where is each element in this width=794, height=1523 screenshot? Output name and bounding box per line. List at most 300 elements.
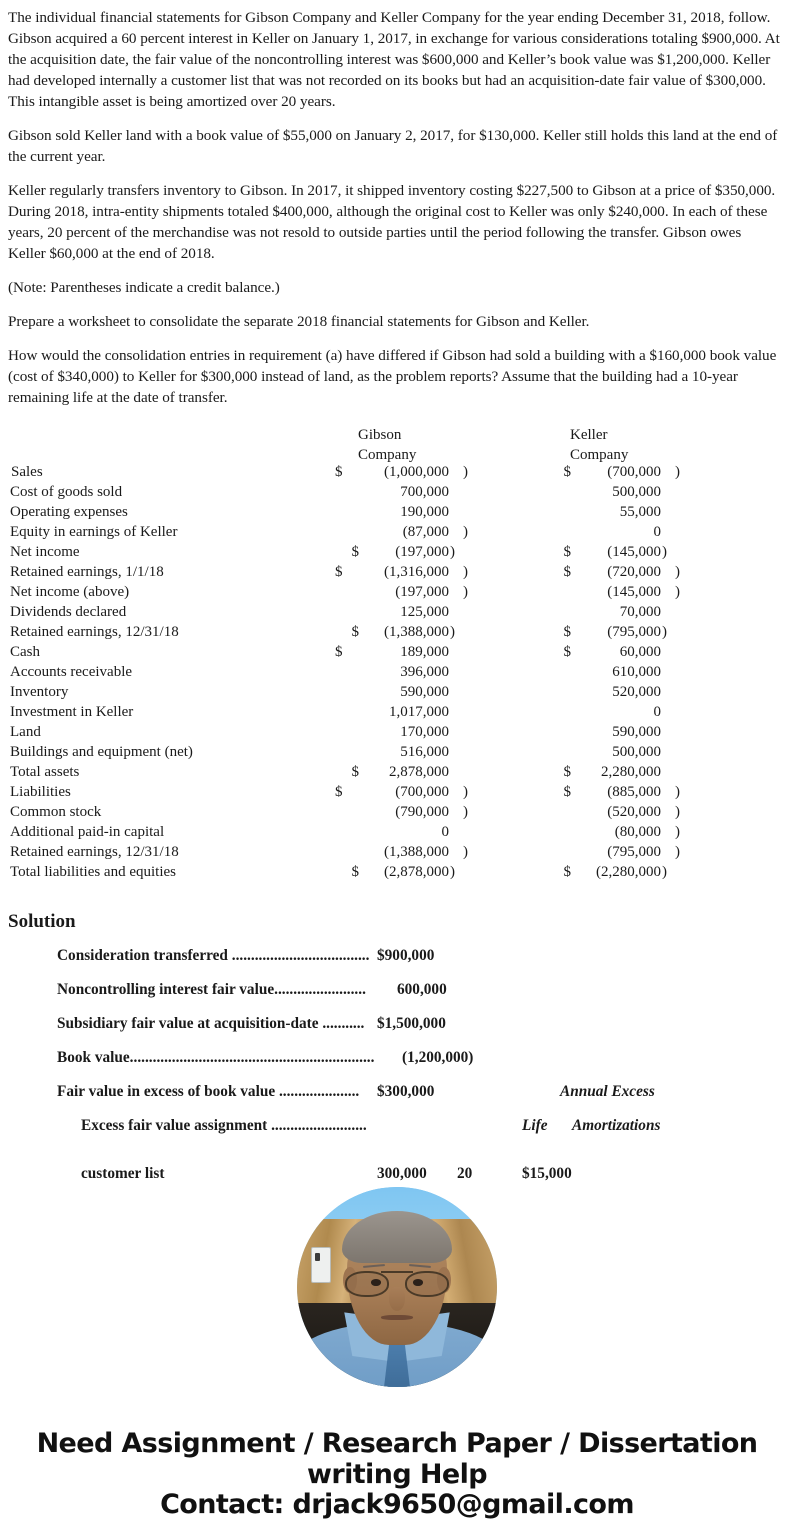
table-row — [0, 805, 794, 825]
row-label: Cost of goods sold — [10, 483, 123, 500]
keller-amount: 70,000 — [619, 603, 661, 620]
solution-line-label: Book value................................................................ — [57, 1049, 375, 1067]
gibson-value-cell — [347, 565, 482, 585]
gibson-amount: 2,878,000 — [389, 763, 449, 780]
row-label: Inventory — [10, 683, 69, 700]
row-label: Dividends declared — [10, 603, 127, 620]
keller-amount: 0 — [653, 523, 661, 540]
solution-line-label: Fair value in excess of book value ..................... — [57, 1083, 360, 1101]
gibson-amount: (700,000 — [395, 783, 449, 800]
keller-amount: (720,000 — [607, 563, 661, 580]
keller-value-cell — [559, 705, 694, 725]
gibson-value-cell — [347, 485, 482, 505]
column-gap — [482, 845, 545, 865]
column-gap — [482, 505, 545, 525]
row-tail — [694, 625, 794, 645]
column-gap — [482, 585, 545, 605]
keller-value-cell — [559, 465, 694, 485]
gibson-amount: 170,000 — [400, 723, 449, 740]
row-tail — [694, 745, 794, 765]
keller-value-cell — [559, 765, 694, 785]
avatar-eye-left — [371, 1279, 381, 1285]
column-gap — [482, 725, 545, 745]
gibson-amount: 516,000 — [400, 743, 449, 760]
row-tail — [694, 865, 794, 885]
table-row — [0, 725, 794, 745]
header-keller-dollar-spacer-2 — [545, 445, 559, 465]
keller-outer-currency-symbol — [545, 605, 559, 625]
keller-amount: (80,000 — [614, 823, 661, 840]
gibson-outer-currency-symbol — [333, 685, 347, 705]
gibson-amount: (1,388,000 — [384, 623, 449, 640]
keller-close-paren: ) — [675, 843, 680, 860]
table-row — [0, 565, 794, 585]
keller-outer-currency-symbol — [545, 585, 559, 605]
gibson-close-paren: ) — [450, 863, 455, 880]
keller-close-paren: ) — [662, 543, 667, 560]
keller-outer-currency-symbol — [545, 745, 559, 765]
clipped-line-label: customer list — [81, 1165, 165, 1182]
column-header-keller-line1: Keller — [570, 426, 608, 443]
gibson-currency-symbol: $ — [351, 623, 359, 640]
gibson-close-paren: ) — [463, 583, 468, 600]
gibson-outer-currency-symbol: $ — [335, 463, 343, 480]
solution-line-amount: (1,200,000) — [402, 1049, 474, 1067]
solution-line-label: Noncontrolling interest fair value........................ — [57, 981, 366, 999]
keller-amount: 590,000 — [612, 723, 661, 740]
gibson-outer-currency-symbol: $ — [335, 643, 343, 660]
keller-outer-currency-symbol — [545, 565, 559, 585]
keller-currency-symbol: $ — [563, 783, 571, 800]
gibson-currency-symbol: $ — [351, 543, 359, 560]
solution-line-amount: $900,000 — [377, 947, 435, 965]
column-gap — [482, 525, 545, 545]
keller-value-cell — [559, 565, 694, 585]
row-tail — [694, 725, 794, 745]
keller-value-cell — [559, 845, 694, 865]
keller-amount: (795,000 — [607, 623, 661, 640]
keller-outer-currency-symbol — [545, 865, 559, 885]
keller-amount: 55,000 — [619, 503, 661, 520]
keller-value-cell — [559, 665, 694, 685]
column-gap — [482, 625, 545, 645]
solution-column-header: Amortizations — [572, 1117, 661, 1135]
keller-outer-currency-symbol — [545, 845, 559, 865]
solution-schedule — [0, 947, 794, 1151]
row-tail — [694, 485, 794, 505]
paragraph-requirement-b: How would the consolidation entries in requirement (a) have differed if Gibson had sold a building with a $160,000 book value (cost of $340,000) to Keller for $300,000 instead of land, as the problem reports? Assume that the building had a 10-year remaining life at the date of transfer. — [8, 346, 777, 406]
gibson-value-cell — [347, 785, 482, 805]
gibson-amount: 190,000 — [400, 503, 449, 520]
gibson-value-cell — [347, 825, 482, 845]
gibson-outer-currency-symbol — [333, 505, 347, 525]
row-label: Retained earnings, 12/31/18 — [10, 623, 179, 640]
paragraph-3: Keller regularly transfers inventory to Gibson. In 2017, it shipped inventory costing $227,500 to Gibson at a price of $350,000. During 2018, intra-entity shipments totaled $400,000, although the original cost to Keller was only $240,000. In each of these years, 20 percent of the merchandise was not resold to outside parties until the period following the transfer. Gibson owes Keller $60,000 at the end of 2018. — [8, 181, 776, 262]
header-spacer-2 — [0, 445, 333, 465]
header-spacer-1 — [0, 425, 333, 445]
gibson-amount: (197,000 — [395, 583, 449, 600]
keller-value-cell — [559, 745, 694, 765]
solution-line — [57, 1049, 794, 1083]
row-tail — [694, 765, 794, 785]
solution-line — [57, 947, 794, 981]
row-tail — [694, 845, 794, 865]
keller-currency-symbol: $ — [563, 623, 571, 640]
keller-close-paren: ) — [675, 463, 680, 480]
keller-close-paren: ) — [675, 563, 680, 580]
row-label: Investment in Keller — [10, 703, 134, 720]
gibson-value-cell — [347, 765, 482, 785]
gibson-amount: 590,000 — [400, 683, 449, 700]
solution-line — [57, 1015, 794, 1049]
gibson-value-cell — [347, 725, 482, 745]
column-gap — [482, 705, 545, 725]
row-label: Equity in earnings of Keller — [10, 523, 178, 540]
keller-value-cell — [559, 785, 694, 805]
keller-outer-currency-symbol — [545, 825, 559, 845]
gibson-outer-currency-symbol — [333, 805, 347, 825]
solution-line-amount: $1,500,000 — [377, 1015, 446, 1033]
promo-contact: Contact: drjack9650@gmail.com — [160, 1488, 634, 1520]
promo-line-1: Need Assignment / Research Paper / Dissertation — [36, 1428, 758, 1460]
keller-amount: 500,000 — [612, 743, 661, 760]
keller-outer-currency-symbol — [545, 765, 559, 785]
gibson-value-cell — [347, 745, 482, 765]
clipped-line-value: 300,000 — [377, 1165, 427, 1182]
table-row — [0, 685, 794, 705]
solution-line-amount: 600,000 — [397, 981, 447, 999]
gibson-value-cell — [347, 625, 482, 645]
gibson-value-cell — [347, 845, 482, 865]
gibson-outer-currency-symbol — [333, 845, 347, 865]
keller-value-cell — [559, 725, 694, 745]
table-row — [0, 665, 794, 685]
paragraph-note: (Note: Parentheses indicate a credit balance.) — [8, 278, 280, 296]
keller-amount: 500,000 — [612, 483, 661, 500]
keller-value-cell — [559, 625, 694, 645]
paragraph-requirement-a: Prepare a worksheet to consolidate the separate 2018 financial statements for Gibson and Keller. — [8, 312, 590, 330]
keller-close-paren: ) — [675, 803, 680, 820]
gibson-value-cell — [347, 545, 482, 565]
solution-line-label: Excess fair value assignment ......................... — [81, 1117, 367, 1135]
column-gap — [482, 765, 545, 785]
keller-value-cell — [559, 585, 694, 605]
keller-outer-currency-symbol — [545, 545, 559, 565]
keller-amount: (700,000 — [607, 463, 661, 480]
table-row — [0, 765, 794, 785]
row-label: Common stock — [10, 803, 102, 820]
column-gap — [482, 565, 545, 585]
gibson-outer-currency-symbol — [333, 665, 347, 685]
avatar-lens-left — [345, 1271, 389, 1297]
solution-line-label: Consideration transferred .................................... — [57, 947, 370, 965]
keller-amount: (145,000 — [607, 543, 661, 560]
gibson-value-cell — [347, 585, 482, 605]
avatar-lens-right — [405, 1271, 449, 1297]
gibson-close-paren: ) — [463, 783, 468, 800]
gibson-value-cell — [347, 705, 482, 725]
table-row — [0, 625, 794, 645]
gibson-amount: (2,878,000 — [384, 863, 449, 880]
keller-value-cell — [559, 545, 694, 565]
keller-amount: 0 — [653, 703, 661, 720]
table-row — [0, 525, 794, 545]
keller-currency-symbol: $ — [563, 763, 571, 780]
gibson-outer-currency-symbol: $ — [335, 783, 343, 800]
gibson-amount: 396,000 — [400, 663, 449, 680]
keller-outer-currency-symbol — [545, 705, 559, 725]
gibson-amount: (1,000,000 — [384, 463, 449, 480]
row-tail — [694, 505, 794, 525]
gibson-outer-currency-symbol — [333, 745, 347, 765]
header-gap-1 — [482, 425, 545, 445]
keller-close-paren: ) — [675, 783, 680, 800]
header-tail-1 — [694, 425, 794, 445]
keller-amount: (520,000 — [607, 803, 661, 820]
keller-value-cell — [559, 485, 694, 505]
column-gap — [482, 545, 545, 565]
paragraph-2: Gibson sold Keller land with a book value of $55,000 on January 2, 2017, for $130,000. Keller still holds this land at the end of the current year. — [8, 126, 778, 165]
solution-line-amount: $300,000 — [377, 1083, 435, 1101]
column-gap — [482, 865, 545, 885]
row-label: Additional paid-in capital — [10, 823, 165, 840]
table-row — [0, 465, 794, 485]
keller-value-cell — [559, 505, 694, 525]
header-keller-dollar-spacer — [545, 425, 559, 445]
table-header — [0, 425, 794, 465]
keller-value-cell — [559, 865, 694, 885]
keller-value-cell — [559, 605, 694, 625]
row-label: Liabilities — [10, 783, 71, 800]
clipped-line-life: 20 — [457, 1165, 473, 1182]
keller-outer-currency-symbol — [545, 725, 559, 745]
table-row — [0, 865, 794, 885]
gibson-outer-currency-symbol — [333, 725, 347, 745]
keller-value-cell — [559, 805, 694, 825]
row-label: Total liabilities and equities — [10, 863, 176, 880]
table-row — [0, 545, 794, 565]
table-row — [0, 785, 794, 805]
row-label: Net income (above) — [10, 583, 130, 600]
keller-amount: (145,000 — [607, 583, 661, 600]
gibson-value-cell — [347, 505, 482, 525]
financial-statements-table — [0, 425, 794, 885]
row-label: Total assets — [10, 763, 80, 780]
table-row — [0, 585, 794, 605]
column-gap — [482, 785, 545, 805]
gibson-value-cell — [347, 645, 482, 665]
gibson-amount: (1,388,000 — [384, 843, 449, 860]
column-gap — [482, 605, 545, 625]
solution-column-header: Life — [522, 1117, 548, 1135]
avatar-nose — [389, 1287, 405, 1311]
column-gap — [482, 685, 545, 705]
table-row — [0, 845, 794, 865]
column-header-gibson-line2: Company — [358, 446, 417, 463]
row-label: Sales — [11, 463, 43, 480]
gibson-amount: 1,017,000 — [389, 703, 449, 720]
header-gap-2 — [482, 445, 545, 465]
solution-line — [57, 1083, 794, 1117]
keller-amount: (885,000 — [607, 783, 661, 800]
solution-line — [57, 981, 794, 1015]
row-label: Retained earnings, 12/31/18 — [10, 843, 179, 860]
gibson-value-cell — [347, 805, 482, 825]
row-tail — [694, 805, 794, 825]
header-row-1 — [0, 425, 794, 445]
keller-value-cell — [559, 525, 694, 545]
gibson-close-paren: ) — [463, 463, 468, 480]
gibson-close-paren: ) — [463, 843, 468, 860]
keller-value-cell — [559, 645, 694, 665]
column-gap — [482, 745, 545, 765]
gibson-close-paren: ) — [463, 803, 468, 820]
gibson-amount: 0 — [441, 823, 449, 840]
gibson-outer-currency-symbol — [333, 485, 347, 505]
keller-outer-currency-symbol — [545, 505, 559, 525]
clipped-line-amortization: $15,000 — [522, 1165, 572, 1182]
header-gibson-dollar-spacer-2 — [333, 445, 347, 465]
keller-close-paren: ) — [675, 823, 680, 840]
row-tail — [694, 545, 794, 565]
gibson-outer-currency-symbol — [333, 865, 347, 885]
gibson-close-paren: ) — [463, 523, 468, 540]
problem-narrative — [0, 0, 794, 409]
gibson-amount: 125,000 — [400, 603, 449, 620]
gibson-value-cell — [347, 665, 482, 685]
keller-amount: 2,280,000 — [601, 763, 661, 780]
keller-outer-currency-symbol — [545, 525, 559, 545]
keller-amount: 60,000 — [619, 643, 661, 660]
gibson-amount: (1,316,000 — [384, 563, 449, 580]
row-tail — [694, 665, 794, 685]
gibson-amount: (197,000 — [395, 543, 449, 560]
column-header-gibson-line1: Gibson — [358, 426, 402, 443]
column-gap — [482, 825, 545, 845]
gibson-amount: (87,000 — [402, 523, 449, 540]
gibson-outer-currency-symbol — [333, 625, 347, 645]
gibson-amount: (790,000 — [395, 803, 449, 820]
column-gap — [482, 645, 545, 665]
table-row — [0, 605, 794, 625]
table-row — [0, 645, 794, 665]
keller-outer-currency-symbol — [545, 465, 559, 485]
clipped-line-content — [57, 1165, 794, 1181]
table-row — [0, 505, 794, 525]
keller-amount: (2,280,000 — [596, 863, 661, 880]
gibson-outer-currency-symbol — [333, 825, 347, 845]
column-gap — [482, 485, 545, 505]
row-tail — [694, 645, 794, 665]
keller-amount: (795,000 — [607, 843, 661, 860]
avatar — [297, 1187, 497, 1387]
row-tail — [694, 525, 794, 545]
row-label: Net income — [10, 543, 80, 560]
gibson-outer-currency-symbol — [333, 705, 347, 725]
paragraph-1: The individual financial statements for Gibson Company and Keller Company for the year ending December 31, 2018, follow. Gibson acquired a 60 percent interest in Keller on January 1, 2017, in exchange for various considerations totaling $900,000. At the acquisition date, the fair value of the noncontrolling interest was $600,000 and Keller’s book value was $1,200,000. Keller had developed internally a customer list that was not recorded on its books but had an acquisition-date fair value of $300,000. This intangible asset is being amortized over 20 years. — [8, 9, 780, 110]
table-row — [0, 825, 794, 845]
gibson-value-cell — [347, 465, 482, 485]
keller-currency-symbol: $ — [563, 643, 571, 660]
keller-amount: 610,000 — [612, 663, 661, 680]
solution-clipped-row — [0, 1165, 794, 1181]
gibson-currency-symbol: $ — [351, 763, 359, 780]
row-tail — [694, 465, 794, 485]
keller-outer-currency-symbol — [545, 685, 559, 705]
column-gap — [482, 805, 545, 825]
gibson-outer-currency-symbol — [333, 605, 347, 625]
row-tail — [694, 825, 794, 845]
column-header-keller-line2: Company — [570, 446, 629, 463]
header-tail-2 — [694, 445, 794, 465]
keller-outer-currency-symbol — [545, 625, 559, 645]
row-tail — [694, 605, 794, 625]
row-tail — [694, 685, 794, 705]
solution-line-label: Subsidiary fair value at acquisition-date ........... — [57, 1015, 365, 1033]
avatar-mouth — [381, 1315, 413, 1320]
keller-close-paren: ) — [662, 863, 667, 880]
gibson-amount: 700,000 — [400, 483, 449, 500]
gibson-outer-currency-symbol — [333, 545, 347, 565]
row-tail — [694, 565, 794, 585]
table-row — [0, 745, 794, 765]
gibson-outer-currency-symbol: $ — [335, 563, 343, 580]
row-tail — [694, 585, 794, 605]
row-label: Cash — [10, 643, 40, 660]
table-row — [0, 705, 794, 725]
gibson-value-cell — [347, 685, 482, 705]
table-body — [0, 465, 794, 885]
promo-footer — [0, 1429, 794, 1520]
promo-line-2: writing Help — [307, 1458, 487, 1490]
keller-value-cell — [559, 685, 694, 705]
keller-currency-symbol: $ — [563, 863, 571, 880]
gibson-close-paren: ) — [450, 623, 455, 640]
gibson-value-cell — [347, 605, 482, 625]
row-label: Operating expenses — [10, 503, 128, 520]
gibson-close-paren: ) — [463, 563, 468, 580]
column-gap — [482, 465, 545, 485]
gibson-amount: 189,000 — [400, 643, 449, 660]
keller-close-paren: ) — [675, 583, 680, 600]
avatar-eye-right — [413, 1279, 423, 1285]
keller-outer-currency-symbol — [545, 805, 559, 825]
keller-currency-symbol: $ — [563, 543, 571, 560]
gibson-outer-currency-symbol — [333, 525, 347, 545]
row-tail — [694, 705, 794, 725]
gibson-value-cell — [347, 525, 482, 545]
header-gibson-dollar-spacer — [333, 425, 347, 445]
gibson-close-paren: ) — [450, 543, 455, 560]
table-row — [0, 485, 794, 505]
row-label: Accounts receivable — [10, 663, 133, 680]
avatar-wall-switch-icon — [311, 1247, 331, 1283]
column-gap — [482, 665, 545, 685]
keller-currency-symbol: $ — [563, 463, 571, 480]
gibson-outer-currency-symbol — [333, 585, 347, 605]
avatar-glasses-bridge — [381, 1271, 413, 1273]
avatar-container — [0, 1187, 794, 1387]
keller-outer-currency-symbol — [545, 645, 559, 665]
solution-heading: Solution — [8, 910, 76, 932]
solution-line — [57, 1117, 794, 1151]
gibson-outer-currency-symbol — [333, 765, 347, 785]
keller-outer-currency-symbol — [545, 485, 559, 505]
keller-outer-currency-symbol — [545, 785, 559, 805]
row-label: Buildings and equipment (net) — [10, 743, 193, 760]
keller-currency-symbol: $ — [563, 563, 571, 580]
keller-outer-currency-symbol — [545, 665, 559, 685]
